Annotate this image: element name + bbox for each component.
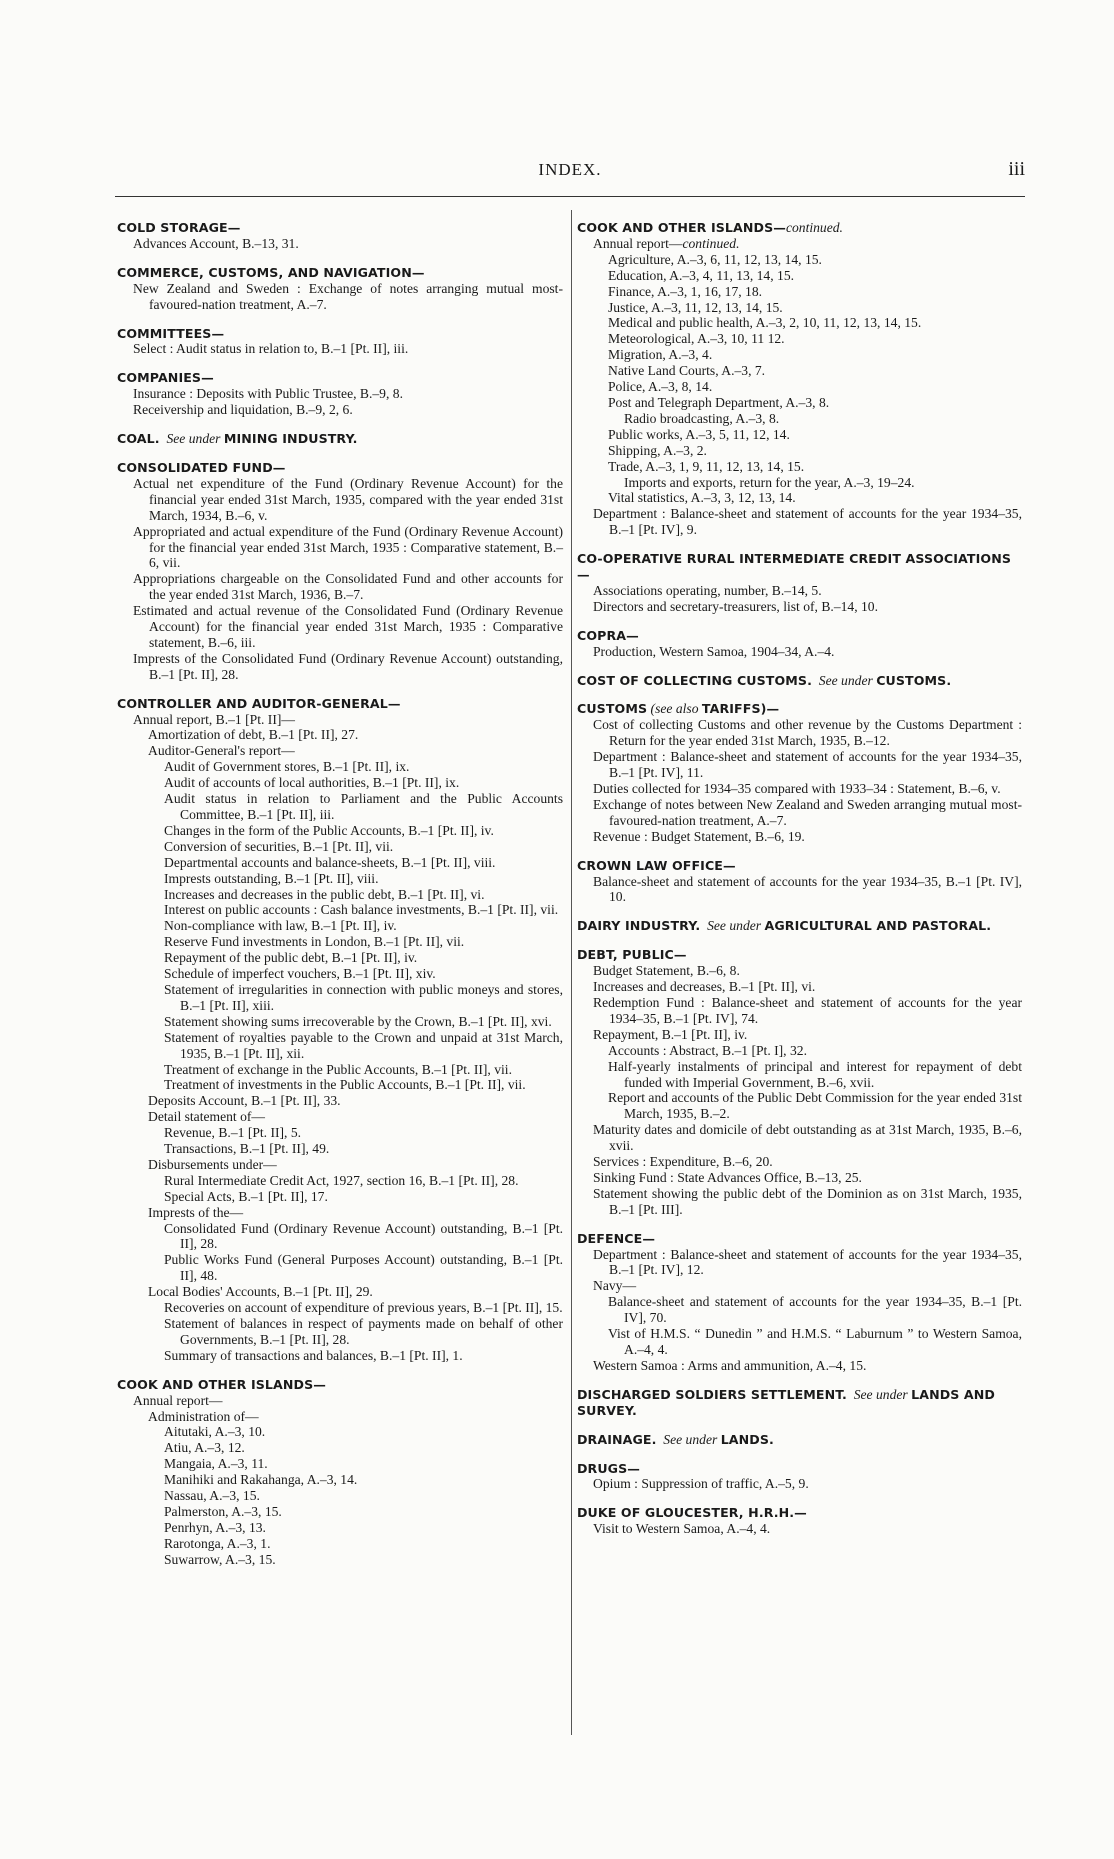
entry-heading: CROWN LAW OFFICE— [577, 857, 736, 873]
entry-line-text: Auditor-General's report— [148, 743, 295, 759]
entry-heading: COLD STORAGE— [117, 220, 241, 235]
entry-line [117, 1077, 563, 1093]
entry-line [577, 506, 1022, 538]
entry-line-text: Departmental accounts and balance-sheets, B.–1 [Pt. II], viii. [164, 854, 496, 870]
entry-line-text: Public Works Fund (General Purposes Account) outstanding, B.–1 [Pt. II], 48. [164, 1252, 563, 1284]
entry-line-text: Aitutaki, A.–3, 10. [164, 1424, 266, 1440]
entry-line-text: Duties collected for 1934–35 compared with 1933–34 : Statement, B.–6, v. [593, 781, 1001, 796]
entry-line-text: Estimated and actual revenue of the Consolidated Fund (Ordinary Revenue Account) for the financial year ended 31st March, 1935 : Comparative statement, B.–6, iii. [133, 603, 563, 650]
entry-heading-row [577, 918, 1022, 934]
entry-line [577, 599, 1022, 615]
page-number: iii [1008, 158, 1025, 180]
entry-line-text: Shipping, A.–3, 2. [608, 442, 707, 458]
entry-line [117, 1536, 563, 1552]
entry-heading-row [577, 628, 1022, 644]
column-divider [571, 210, 572, 1735]
index-entry [117, 370, 563, 418]
entry-line-text: Transactions, B.–1 [Pt. II], 49. [164, 1141, 330, 1157]
entry-line-text: Department : Balance-sheet and statement of accounts for the year 1934–35, B.–1 [Pt. IV], 11. [593, 749, 1022, 781]
page-header [115, 160, 1025, 190]
entry-heading-row [577, 1432, 1022, 1448]
entry-line [577, 829, 1022, 845]
entry-line-text: Half-yearly instalments of principal and interest for repayment of debt funded with Imperial Government, B.–6, xvii. [608, 1058, 1022, 1090]
index-entry [117, 220, 563, 252]
entry-line-text: Penrhyn, A.–3, 13. [164, 1519, 266, 1535]
entry-line-text: Repayment of the public debt, B.–1 [Pt. II], iv. [164, 950, 418, 966]
entry-line [117, 1520, 563, 1536]
index-entry [117, 326, 563, 358]
see-also-target: TARIFFS)— [701, 701, 780, 717]
entry-line-text: Deposits Account, B.–1 [Pt. II], 33. [148, 1093, 341, 1109]
entry-line-text: Services : Expenditure, B.–6, 20. [593, 1154, 773, 1170]
entry-line [577, 1294, 1022, 1326]
entry-line [117, 1062, 563, 1078]
entry-line-text: Annual report— [593, 235, 683, 251]
entry-line [117, 823, 563, 839]
entry-heading-row [577, 551, 1022, 583]
entry-heading-row [117, 326, 563, 342]
entry-line-text: Atiu, A.–3, 12. [164, 1440, 245, 1456]
entry-line [117, 1504, 563, 1520]
entry-line-text: Reserve Fund investments in London, B.–1 [Pt. II], vii. [164, 934, 465, 950]
index-entry [577, 1231, 1022, 1374]
entry-line [117, 1348, 563, 1364]
entry-heading: CONSOLIDATED FUND— [117, 459, 286, 475]
entry-line-text: Actual net expenditure of the Fund (Ordinary Revenue Account) for the financial year ended 31st March, 1935, compared with the year ended 31st March, 1934, B.–6, v. [133, 475, 563, 523]
entry-line-text: Statement showing the public debt of the Dominion as on 31st March, 1935, B.–1 [Pt. III]. [593, 1185, 1022, 1217]
entry-line [117, 651, 563, 683]
entry-line [117, 386, 563, 402]
entry-line [117, 1393, 563, 1409]
entry-line [577, 717, 1022, 749]
entry-line [577, 459, 1022, 475]
entry-line [577, 1027, 1022, 1043]
index-entry [577, 918, 1022, 934]
entry-heading-row [117, 220, 563, 236]
entry-line-text: Statement of irregularities in connection with public moneys and stores, B.–1 [Pt. II], xiii. [164, 981, 563, 1013]
entry-line-text: Opium : Suppression of traffic, A.–5, 9. [593, 1476, 809, 1492]
entry-line [117, 791, 563, 823]
entry-line [577, 411, 1022, 427]
entry-line-text: Amortization of debt, B.–1 [Pt. II], 27. [148, 727, 359, 743]
entry-line-text: Consolidated Fund (Ordinary Revenue Account) outstanding, B.–1 [Pt. II], 28. [164, 1220, 563, 1252]
entry-heading-row [117, 265, 563, 281]
entry-heading-row [577, 947, 1022, 963]
entry-heading-row [117, 431, 563, 447]
entry-heading: COMPANIES— [117, 370, 214, 386]
entry-line [117, 1030, 563, 1062]
index-entry [117, 1377, 563, 1568]
entry-line-text: Disbursements under— [148, 1156, 277, 1172]
entry-line [117, 524, 563, 572]
entry-line-text: Justice, A.–3, 11, 12, 13, 14, 15. [608, 299, 783, 315]
entry-line [117, 402, 563, 418]
entry-line [577, 252, 1022, 268]
index-entry [577, 673, 1022, 689]
entry-line-text: Vital statistics, A.–3, 3, 12, 13, 14. [608, 490, 796, 506]
heading-continued: continued. [785, 220, 843, 235]
entry-line-text: Advances Account, B.–13, 31. [133, 235, 299, 251]
entry-line-text: Insurance : Deposits with Public Trustee, B.–9, 8. [133, 386, 403, 402]
entry-heading: COMMITTEES— [117, 325, 225, 341]
entry-heading: DAIRY INDUSTRY. [577, 918, 701, 934]
entry-line-text: Medical and public health, A.–3, 2, 10, 11, 12, 13, 14, 15. [608, 315, 922, 331]
entry-line [577, 1326, 1022, 1358]
entry-heading: COOK AND OTHER ISLANDS— [117, 1376, 326, 1392]
entry-line [117, 902, 563, 918]
entry-line [117, 918, 563, 934]
entry-line-text: Statement of royalties payable to the Crown and unpaid at 31st March, 1935, B.–1 [Pt. II], xii. [164, 1029, 563, 1061]
see-under-prefix: See under [818, 672, 873, 688]
entry-line [577, 475, 1022, 491]
entry-line-text: Conversion of securities, B.–1 [Pt. II], vii. [164, 838, 394, 854]
entry-line-text: Non-compliance with law, B.–1 [Pt. II], iv. [164, 918, 397, 934]
see-under-target: AGRICULTURAL AND PASTORAL. [764, 918, 992, 934]
entry-line [577, 1247, 1022, 1279]
entry-line [117, 1093, 563, 1109]
entry-line [117, 1157, 563, 1173]
entry-heading: CONTROLLER AND AUDITOR-GENERAL— [117, 695, 401, 711]
entry-line [117, 871, 563, 887]
index-entry [577, 1432, 1022, 1448]
entry-line [577, 379, 1022, 395]
entry-heading-row [577, 1231, 1022, 1247]
entry-line [117, 1252, 563, 1284]
entry-line-text: Public works, A.–3, 5, 11, 12, 14. [608, 426, 790, 442]
entry-line-text: Select : Audit status in relation to, B.–1 [Pt. II], iii. [133, 341, 409, 357]
entry-line-text: Palmerston, A.–3, 15. [164, 1503, 282, 1519]
index-entry [577, 1461, 1022, 1493]
index-entry [117, 460, 563, 683]
entry-line [117, 1409, 563, 1425]
entry-line [117, 950, 563, 966]
entry-line [117, 887, 563, 903]
entry-line [577, 1154, 1022, 1170]
entry-line [577, 1186, 1022, 1218]
entry-line [577, 1043, 1022, 1059]
entry-line-text: Western Samoa : Arms and ammunition, A.–4, 15. [593, 1357, 867, 1373]
entry-line-text: Report and accounts of the Public Debt Commission for the year ended 31st March, 1935, B.–2. [608, 1090, 1022, 1122]
index-entry [117, 431, 563, 447]
entry-line-text: Post and Telegraph Department, A.–3, 8. [608, 394, 830, 410]
entry-line [117, 1456, 563, 1472]
entry-line-text: Increases and decreases, B.–1 [Pt. II], vi. [593, 979, 816, 995]
entry-line [117, 571, 563, 603]
entry-line [117, 236, 563, 252]
entry-line [577, 300, 1022, 316]
entry-heading: DEBT, PUBLIC— [577, 947, 687, 963]
entry-line [117, 839, 563, 855]
entry-line [117, 966, 563, 982]
entry-line-text: Statement showing sums irrecoverable by the Crown, B.–1 [Pt. II], xvi. [164, 1013, 552, 1029]
entry-line [577, 347, 1022, 363]
entry-line-text: Radio broadcasting, A.–3, 8. [624, 410, 780, 426]
entry-line [577, 781, 1022, 797]
entry-line-text: Receivership and liquidation, B.–9, 2, 6. [133, 402, 353, 418]
entry-line [117, 1189, 563, 1205]
entry-line [117, 1440, 563, 1456]
index-entry [117, 696, 563, 1364]
entry-heading: CUSTOMS [577, 701, 648, 717]
entry-heading-row [577, 220, 1022, 236]
entry-line-text: New Zealand and Sweden : Exchange of notes arranging mutual most-favoured-nation treatment, A.–7. [133, 280, 563, 312]
entry-line [117, 1205, 563, 1221]
entry-line [577, 236, 1022, 252]
see-under-prefix: See under [853, 1386, 908, 1402]
entry-line-text: Treatment of exchange in the Public Accounts, B.–1 [Pt. II], vii. [164, 1061, 512, 1077]
entry-heading: COAL. [117, 431, 160, 447]
entry-heading: DRAINAGE. [577, 1431, 657, 1447]
entry-line [117, 743, 563, 759]
entry-line [577, 268, 1022, 284]
entry-line [577, 395, 1022, 411]
index-entry [117, 265, 563, 313]
entry-line [117, 727, 563, 743]
entry-line-text: Visit to Western Samoa, A.–4, 4. [593, 1521, 771, 1537]
entry-line [117, 281, 563, 313]
entry-line [117, 934, 563, 950]
entry-line-text: Detail statement of— [148, 1109, 266, 1125]
entry-heading-row [577, 673, 1022, 689]
entry-heading: DISCHARGED SOLDIERS SETTLEMENT. [577, 1386, 847, 1402]
entry-line-text: Statement of balances in respect of payments made on behalf of other Governments, B.–1 [Pt. II], 28. [164, 1316, 563, 1347]
entry-line-text: Imprests of the Consolidated Fund (Ordinary Revenue Account) outstanding, B.–1 [Pt. II], 28. [133, 650, 563, 682]
entry-line [577, 749, 1022, 781]
entry-line [117, 712, 563, 728]
entry-line-text: Department : Balance-sheet and statement of accounts for the year 1934–35, B.–1 [Pt. IV], 12. [593, 1246, 1022, 1278]
index-entry [577, 1505, 1022, 1537]
index-entry [577, 1387, 1022, 1419]
entry-line [117, 1284, 563, 1300]
entry-line-text: Repayment, B.–1 [Pt. II], iv. [593, 1026, 748, 1042]
entry-heading-row [577, 1505, 1022, 1521]
page-title: INDEX. [538, 160, 602, 179]
entry-line [117, 1472, 563, 1488]
entry-line [577, 995, 1022, 1027]
entry-line [577, 427, 1022, 443]
see-under-target: LANDS AND SURVEY. [577, 1386, 995, 1418]
entry-line [117, 1424, 563, 1440]
entry-line-text: Rarotonga, A.–3, 1. [164, 1535, 271, 1551]
entry-line [577, 363, 1022, 379]
index-entry [577, 858, 1022, 906]
entry-line-text: Appropriations chargeable on the Consolidated Fund and other accounts for the year ended 31st March, 1936, B.–7. [133, 571, 563, 603]
right-column [577, 220, 1022, 1550]
entry-line-text: Police, A.–3, 8, 14. [608, 379, 713, 395]
entry-line-text: Local Bodies' Accounts, B.–1 [Pt. II], 29. [148, 1284, 373, 1300]
entry-line-text: Audit status in relation to Parliament and the Public Accounts Committee, B.–1 [Pt. II], iii. [164, 791, 563, 822]
see-under-target: LANDS. [720, 1431, 774, 1447]
entry-heading: CO-OPERATIVE RURAL INTERMEDIATE CREDIT ASSOCIATIONS— [577, 551, 1012, 583]
left-column [117, 220, 563, 1581]
entry-line [117, 476, 563, 524]
index-entry [577, 220, 1022, 538]
entry-line-text: Manihiki and Rakahanga, A.–3, 14. [164, 1472, 358, 1488]
entry-line [117, 1221, 563, 1253]
entry-line [577, 331, 1022, 347]
entry-line [577, 644, 1022, 660]
entry-line [577, 443, 1022, 459]
entry-line [577, 583, 1022, 599]
entry-line-text: Revenue : Budget Statement, B.–6, 19. [593, 828, 805, 844]
index-entry [577, 628, 1022, 660]
entry-heading-row [577, 1461, 1022, 1477]
entry-line-text: Special Acts, B.–1 [Pt. II], 17. [164, 1188, 328, 1204]
entry-line-text: Sinking Fund : State Advances Office, B.–13, 25. [593, 1169, 862, 1185]
entry-line [117, 775, 563, 791]
entry-line-text: Vist of H.M.S. “ Dunedin ” and H.M.S. “ Laburnum ” to Western Samoa, A.–4, 4. [608, 1326, 1022, 1357]
entry-heading-row [117, 696, 563, 712]
entry-heading-row [117, 370, 563, 386]
entry-line [577, 1170, 1022, 1186]
entry-line-text: Suwarrow, A.–3, 15. [164, 1551, 276, 1567]
entry-line [577, 284, 1022, 300]
entry-line [117, 1300, 563, 1316]
entry-line-text: Summary of transactions and balances, B.–1 [Pt. II], 1. [164, 1347, 463, 1363]
entry-heading-row [577, 701, 1022, 717]
entry-line-text: Nassau, A.–3, 15. [164, 1488, 260, 1504]
entry-line-text: Annual report, B.–1 [Pt. II]— [133, 711, 295, 727]
entry-line [117, 759, 563, 775]
entry-heading: COMMERCE, CUSTOMS, AND NAVIGATION— [117, 264, 425, 280]
entry-heading: COST OF COLLECTING CUSTOMS. [577, 672, 812, 688]
header-rule [115, 196, 1025, 197]
entry-heading: COOK AND OTHER ISLANDS— [577, 220, 786, 235]
entry-line-text: Associations operating, number, B.–14, 5. [593, 582, 822, 598]
entry-line-text: Meteorological, A.–3, 10, 11 12. [608, 331, 785, 347]
entry-line [577, 963, 1022, 979]
index-entry [577, 551, 1022, 615]
entry-line-text: Administration of— [148, 1408, 259, 1424]
index-entry [577, 947, 1022, 1217]
entry-line-text: Education, A.–3, 4, 11, 13, 14, 15. [608, 267, 795, 283]
index-entry [577, 701, 1022, 844]
entry-line-text: Native Land Courts, A.–3, 7. [608, 363, 766, 379]
entry-line-text: Accounts : Abstract, B.–1 [Pt. I], 32. [608, 1042, 807, 1058]
entry-line-text: Treatment of investments in the Public Accounts, B.–1 [Pt. II], vii. [164, 1077, 526, 1093]
entry-line-text: Balance-sheet and statement of accounts for the year 1934–35, B.–1 [Pt. IV], 10. [593, 873, 1022, 905]
entry-line [117, 1316, 563, 1348]
entry-line-text: Navy— [593, 1278, 637, 1294]
see-under-prefix: See under [166, 431, 221, 447]
entry-line-text: Recoveries on account of expenditure of previous years, B.–1 [Pt. II], 15. [164, 1300, 563, 1316]
entry-heading: COPRA— [577, 627, 639, 643]
see-under-target: MINING INDUSTRY. [223, 431, 358, 447]
entry-line [577, 874, 1022, 906]
entry-line-text: Exchange of notes between New Zealand and Sweden arranging mutual most-favoured-nation treatment, A.–7. [593, 796, 1022, 828]
entry-line-text: Budget Statement, B.–6, 8. [593, 963, 740, 979]
entry-line-text: Audit of accounts of local authorities, B.–1 [Pt. II], ix. [164, 775, 460, 791]
entry-line [117, 1125, 563, 1141]
entry-line-text: Trade, A.–3, 1, 9, 11, 12, 13, 14, 15. [608, 458, 805, 474]
entry-heading-row [117, 460, 563, 476]
entry-line-text: Mangaia, A.–3, 11. [164, 1456, 268, 1472]
entry-heading-row [117, 1377, 563, 1393]
entry-line [117, 982, 563, 1014]
entry-line [577, 490, 1022, 506]
entry-line-text: Annual report— [133, 1392, 223, 1408]
entry-line [577, 979, 1022, 995]
entry-line [577, 1059, 1022, 1091]
entry-line [117, 1552, 563, 1568]
entry-line-text: Imprests outstanding, B.–1 [Pt. II], viii. [164, 870, 379, 886]
entry-line-text: Imprests of the— [148, 1204, 244, 1220]
entry-line-text: Directors and secretary-treasurers, list of, B.–14, 10. [593, 598, 878, 614]
entry-line-text: Department : Balance-sheet and statement of accounts for the year 1934–35, B.–1 [Pt. IV], 9. [593, 506, 1022, 538]
entry-line-text: Increases and decreases in the public debt, B.–1 [Pt. II], vi. [164, 886, 485, 902]
entry-line [577, 1278, 1022, 1294]
entry-line-text: Schedule of imperfect vouchers, B.–1 [Pt. II], xiv. [164, 966, 436, 982]
entry-line [577, 1090, 1022, 1122]
entry-heading: DRUGS— [577, 1460, 640, 1476]
entry-line-text: Changes in the form of the Public Accounts, B.–1 [Pt. II], iv. [164, 822, 494, 838]
entry-line [117, 1141, 563, 1157]
see-also-prefix: (see also [650, 701, 699, 717]
entry-line-text: Rural Intermediate Credit Act, 1927, section 16, B.–1 [Pt. II], 28. [164, 1172, 519, 1188]
entry-line [577, 1358, 1022, 1374]
entry-heading-row [577, 1387, 1022, 1419]
entry-line-text: Finance, A.–3, 1, 16, 17, 18. [608, 283, 763, 299]
entry-line-text: Appropriated and actual expenditure of the Fund (Ordinary Revenue Account) for the financial year ended 31st March, 1935 : Comparative statement, B.–6, vii. [133, 523, 563, 571]
see-under-prefix: See under [663, 1431, 718, 1447]
entry-line-text: Production, Western Samoa, 1904–34, A.–4. [593, 643, 835, 659]
entry-line [117, 1109, 563, 1125]
entry-line [577, 797, 1022, 829]
entry-line-text: Audit of Government stores, B.–1 [Pt. II], ix. [164, 759, 410, 775]
see-under-prefix: See under [707, 918, 762, 934]
entry-line [117, 1014, 563, 1030]
entry-line-text: Interest on public accounts : Cash balance investments, B.–1 [Pt. II], vii. [164, 902, 559, 918]
entry-line [577, 1521, 1022, 1537]
line-continued: continued. [682, 235, 740, 251]
entry-line [117, 603, 563, 651]
entry-line [577, 315, 1022, 331]
entry-line-text: Revenue, B.–1 [Pt. II], 5. [164, 1125, 302, 1141]
entry-line [117, 1173, 563, 1189]
entry-line-text: Imports and exports, return for the year, A.–3, 19–24. [624, 474, 915, 490]
entry-line-text: Balance-sheet and statement of accounts for the year 1934–35, B.–1 [Pt. IV], 70. [608, 1294, 1022, 1326]
entry-line [577, 1122, 1022, 1154]
entry-line [117, 1488, 563, 1504]
entry-line-text: Migration, A.–3, 4. [608, 347, 713, 363]
entry-line-text: Agriculture, A.–3, 6, 11, 12, 13, 14, 15. [608, 251, 822, 267]
entry-line [117, 341, 563, 357]
entry-line-text: Redemption Fund : Balance-sheet and statement of accounts for the year 1934–35, B.–1 [Pt. IV], 74. [593, 994, 1022, 1026]
see-under-target: CUSTOMS. [876, 672, 952, 688]
entry-line [577, 1476, 1022, 1492]
entry-heading: DEFENCE— [577, 1230, 656, 1246]
entry-line-text: Cost of collecting Customs and other revenue by the Customs Department : Return for the year ended 31st March, 1935, B.–12. [593, 717, 1022, 749]
entry-heading-row [577, 858, 1022, 874]
entry-line [117, 855, 563, 871]
entry-heading: DUKE OF GLOUCESTER, H.R.H.— [577, 1505, 807, 1521]
entry-line-text: Maturity dates and domicile of debt outstanding as at 31st March, 1935, B.–6, xvii. [593, 1122, 1022, 1154]
